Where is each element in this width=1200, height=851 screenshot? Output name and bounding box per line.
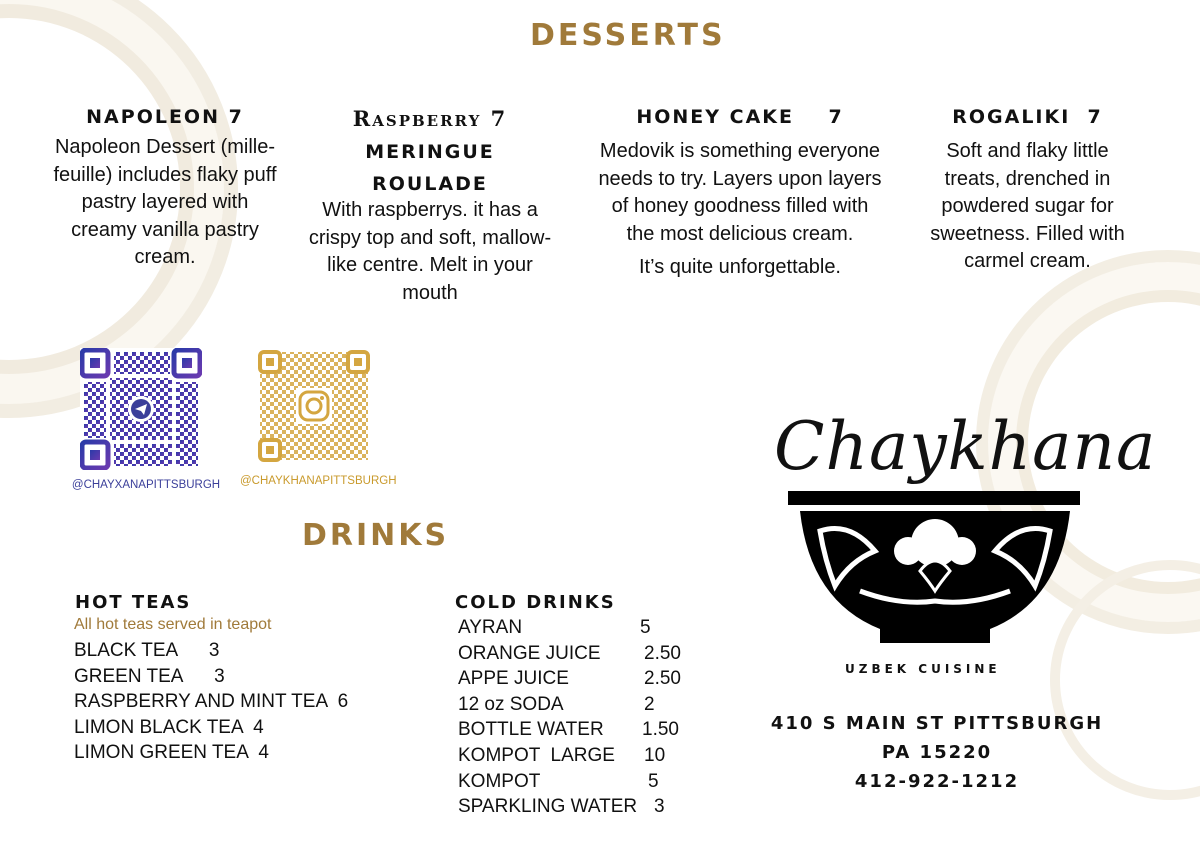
item-name: 12 oz SODA	[458, 693, 564, 715]
list-item	[458, 794, 665, 820]
tagline: UZBEK CUISINE	[845, 662, 1001, 676]
dessert-name: Raspberry 7	[352, 106, 508, 131]
item-price: 2.50	[644, 642, 681, 664]
list-item	[458, 692, 655, 718]
list-item	[458, 769, 659, 795]
list-item: GREEN TEA 3	[74, 665, 225, 687]
item-name: KOMPOT LARGE	[458, 744, 615, 766]
desserts-title: DESSERTS	[530, 18, 726, 53]
item-name: BOTTLE WATER	[458, 719, 604, 741]
list-item	[458, 743, 666, 769]
item-price: 3	[654, 796, 665, 818]
item-name: KOMPOT	[458, 770, 541, 792]
item-price: 2	[644, 693, 655, 715]
dessert-description: Medovik is something everyone needs to try. Layers upon layers of honey goodness filled with the most delicious cream.	[598, 140, 882, 245]
list-item: RASPBERRY AND MINT TEA 6	[74, 691, 349, 713]
list-item	[458, 717, 679, 743]
list-item	[458, 615, 651, 641]
dessert-napoleon	[50, 106, 280, 272]
restaurant-logo	[774, 408, 1157, 651]
dessert-description: Napoleon Dessert (mille-feuille) includes flaky puff pastry layered with creamy vanilla pastry cream.	[53, 136, 277, 268]
list-item: LIMON BLACK TEA 4	[74, 716, 264, 738]
telegram-handle[interactable]: @CHAYXANAPITTSBURGH	[71, 479, 221, 491]
list-item	[458, 666, 681, 692]
bowl-icon	[780, 491, 1090, 651]
item-name: SPARKLING WATER	[458, 796, 638, 818]
dessert-name: HONEY CAKE 7	[636, 106, 844, 128]
hot-teas-list	[74, 638, 348, 766]
item-name: AYRAN	[458, 617, 523, 638]
instagram-handle[interactable]: @CHAYKHANAPITTSBURGH	[240, 475, 397, 487]
dessert-raspberry-meringue-roulade	[305, 106, 555, 307]
instagram-qr-code[interactable]	[258, 350, 370, 462]
item-price: 2.50	[644, 668, 681, 690]
dessert-name-line3: ROULADE	[372, 173, 488, 195]
logo-text: Chaykhana	[774, 408, 1157, 485]
address-line1: 410 S MAIN ST PITTSBURGH	[770, 713, 1104, 734]
item-name: ORANGE JUICE	[458, 642, 601, 664]
dessert-name: ROGALIKI 7	[952, 106, 1103, 128]
list-item: LIMON GREEN TEA 4	[74, 742, 269, 764]
item-price: 5	[640, 617, 651, 638]
dessert-honey-cake	[595, 106, 885, 279]
item-price: 10	[644, 744, 666, 766]
list-item	[458, 641, 681, 667]
cold-drinks-list	[458, 615, 681, 820]
address-line2: PA 15220	[881, 742, 993, 763]
drinks-title: DRINKS	[302, 518, 450, 553]
item-name: APPE JUICE	[458, 668, 569, 690]
dessert-description: Soft and flaky little treats, drenched in powdered sugar for sweetness. Filled with carmel cream.	[930, 140, 1125, 272]
item-price: 5	[648, 770, 659, 792]
hot-teas-note: All hot teas served in teapot	[74, 616, 272, 633]
phone-number[interactable]: 412-922-1212	[854, 771, 1020, 792]
dessert-rogaliki	[920, 106, 1135, 276]
hot-teas-heading: HOT TEAS	[75, 592, 192, 613]
dessert-extra-note: It’s quite unforgettable.	[639, 256, 841, 278]
dessert-name-line2: MERINGUE	[365, 141, 495, 163]
dessert-name: NAPOLEON 7	[86, 106, 244, 128]
cold-drinks-heading: COLD DRINKS	[455, 592, 616, 613]
list-item: BLACK TEA 3	[74, 640, 220, 661]
telegram-qr-code[interactable]	[80, 348, 202, 470]
item-price: 1.50	[642, 719, 679, 741]
dessert-description: With raspberrys. it has a crispy top and soft, mallow-like centre. Melt in your mouth	[308, 199, 552, 304]
